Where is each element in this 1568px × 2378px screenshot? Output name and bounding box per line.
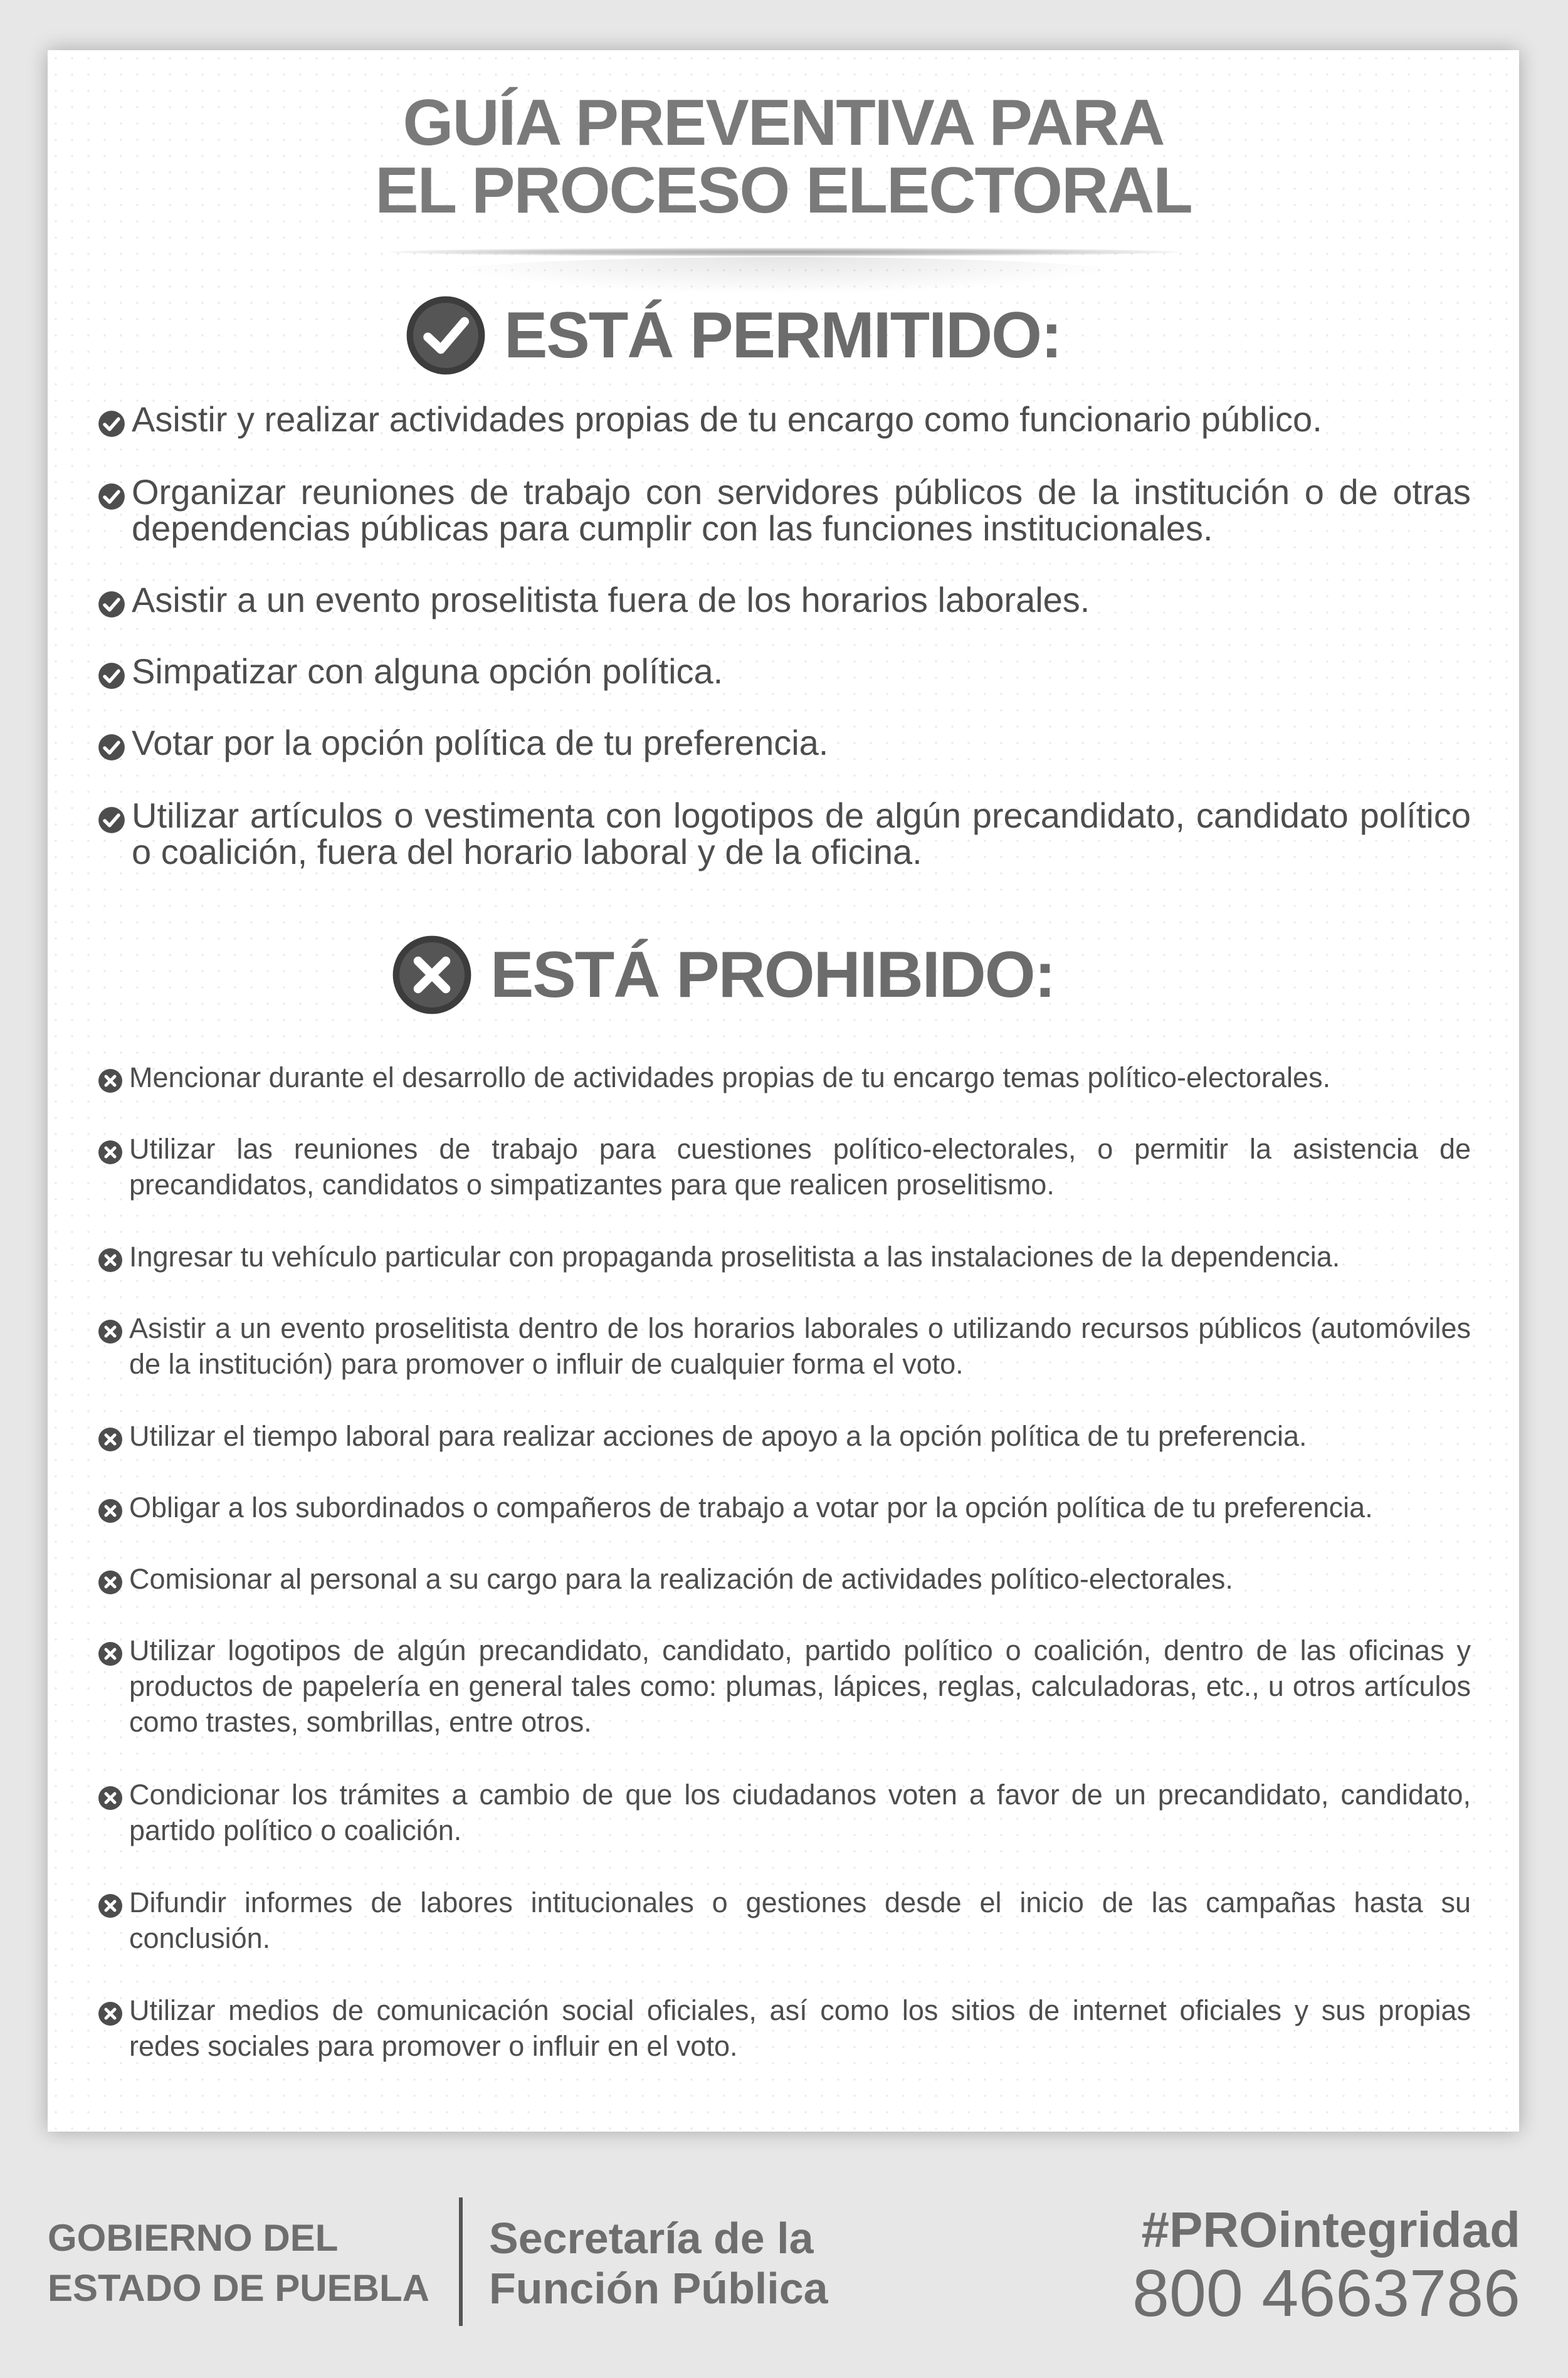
permitted-item-text: Asistir a un evento proselitista fuera de los horarios laborales.: [132, 580, 1090, 619]
prohibited-item-4: [98, 1310, 1471, 1382]
footer-separator: [459, 2197, 463, 2326]
prohibited-item-text: Difundir informes de labores intitucionales o gestiones desde el inicio de las campañas hasta su conclusión.: [129, 1886, 1471, 1954]
permitted-item-5: [98, 725, 1471, 761]
prohibited-item-text: Utilizar las reuniones de trabajo para cuestiones político-electorales, o permitir la asistencia de precandidatos, candidatos o simpatizantes para que realicen proselitismo.: [129, 1133, 1471, 1201]
permitted-item-1: [98, 401, 1471, 438]
prohibited-item-text: Utilizar medios de comunicación social oficiales, así como los sitios de internet oficiales y sus propias redes sociales para promover o influir en el voto.: [129, 1994, 1471, 2062]
x-icon: [98, 1786, 123, 1811]
hashtag: #PROintegridad: [1141, 2202, 1520, 2258]
x-icon: [98, 1641, 123, 1666]
check-icon: [98, 410, 125, 438]
permitted-heading-text: ESTÁ PERMITIDO:: [504, 298, 1061, 372]
permitted-item-4: [98, 653, 1471, 690]
prohibited-item-2: [98, 1131, 1471, 1202]
check-icon: [98, 591, 125, 618]
prohibited-item-8: [98, 1633, 1471, 1740]
x-icon: [98, 1248, 123, 1273]
prohibited-heading-text: ESTÁ PROHIBIDO:: [490, 938, 1055, 1011]
contact-block: [1132, 2202, 1520, 2328]
x-icon: [98, 1570, 123, 1595]
page-title: [48, 87, 1519, 227]
permitted-heading: [405, 295, 1061, 376]
x-icon: [98, 1140, 123, 1165]
x-icon: [98, 1498, 123, 1523]
prohibited-item-text: Mencionar durante el desarrollo de actividades propias de tu encargo temas político-electorales.: [129, 1061, 1331, 1093]
permitted-item-2: [98, 474, 1471, 547]
prohibited-item-7: [98, 1561, 1471, 1597]
title-divider-shadow: [424, 257, 1145, 295]
x-icon: [98, 1427, 123, 1452]
prohibited-item-text: Utilizar logotipos de algún precandidato, candidato, partido político o coalición, dentro de las oficinas y productos de papelería en general tales como: plumas, lápices, reglas, calculadoras, etc., u otros artículos como trastes, sombrillas, entre otros.: [129, 1634, 1471, 1738]
prohibited-item-text: Obligar a los subordinados o compañeros de trabajo a votar por la opción política de tu preferencia.: [129, 1492, 1373, 1523]
government-logo-text: [48, 2213, 429, 2313]
check-icon: [98, 483, 125, 510]
guide-card: [48, 50, 1519, 2132]
prohibited-item-9: [98, 1777, 1471, 1848]
x-circle-icon: [391, 934, 473, 1016]
title-line-2: EL PROCESO ELECTORAL: [375, 154, 1192, 227]
permitted-item-3: [98, 582, 1471, 618]
permitted-item-text: Votar por la opción política de tu preferencia.: [132, 723, 829, 762]
prohibited-item-10: [98, 1885, 1471, 1956]
check-circle-icon: [405, 295, 487, 376]
prohibited-item-3: [98, 1239, 1471, 1275]
x-icon: [98, 2001, 123, 2026]
x-icon: [98, 1068, 123, 1093]
prohibited-item-text: Ingresar tu vehículo particular con propaganda proselitista a las instalaciones de la dependencia.: [129, 1241, 1340, 1273]
prohibited-item-6: [98, 1490, 1471, 1525]
secretariat-line-2: Función Pública: [489, 2264, 828, 2313]
prohibited-item-11: [98, 1992, 1471, 2064]
secretariat-text: [489, 2213, 828, 2313]
government-line-2: ESTADO DE PUEBLA: [48, 2267, 429, 2309]
permitted-item-text: Asistir y realizar actividades propias de tu encargo como funcionario público.: [132, 399, 1322, 439]
check-icon: [98, 662, 125, 690]
prohibited-item-text: Condicionar los trámites a cambio de que los ciudadanos voten a favor de un precandidato, candidato, partido político o coalición.: [129, 1779, 1471, 1846]
prohibited-item-text: Utilizar el tiempo laboral para realizar acciones de apoyo a la opción política de tu preferencia.: [129, 1420, 1307, 1452]
title-divider: [389, 248, 1179, 256]
prohibited-item-text: Asistir a un evento proselitista dentro de los horarios laborales o utilizando recursos públicos (automóviles de la institución) para promover o influir de cualquier forma el voto.: [129, 1312, 1471, 1380]
x-icon: [98, 1893, 123, 1918]
permitted-item-text: Utilizar artículos o vestimenta con logotipos de algún precandidato, candidato político o coalición, fuera del horario laboral y de la oficina.: [132, 796, 1471, 871]
check-icon: [98, 806, 125, 834]
secretariat-line-1: Secretaría de la: [489, 2214, 814, 2263]
prohibited-heading: [391, 934, 1055, 1016]
permitted-item-6: [98, 797, 1471, 870]
prohibited-item-text: Comisionar al personal a su cargo para la realización de actividades político-electorales.: [129, 1563, 1233, 1595]
title-line-1: GUÍA PREVENTIVA PARA: [403, 87, 1164, 159]
phone-number: 800 4663786: [1132, 2256, 1520, 2330]
prohibited-item-1: [98, 1060, 1471, 1095]
check-icon: [98, 734, 125, 761]
government-line-1: GOBIERNO DEL: [48, 2217, 339, 2259]
permitted-item-text: Organizar reuniones de trabajo con servidores públicos de la institución o de otras dependencias públicas para cumplir con las funciones institucionales.: [132, 472, 1471, 548]
prohibited-item-5: [98, 1418, 1471, 1454]
permitted-item-text: Simpatizar con alguna opción política.: [132, 651, 723, 691]
x-icon: [98, 1319, 123, 1344]
